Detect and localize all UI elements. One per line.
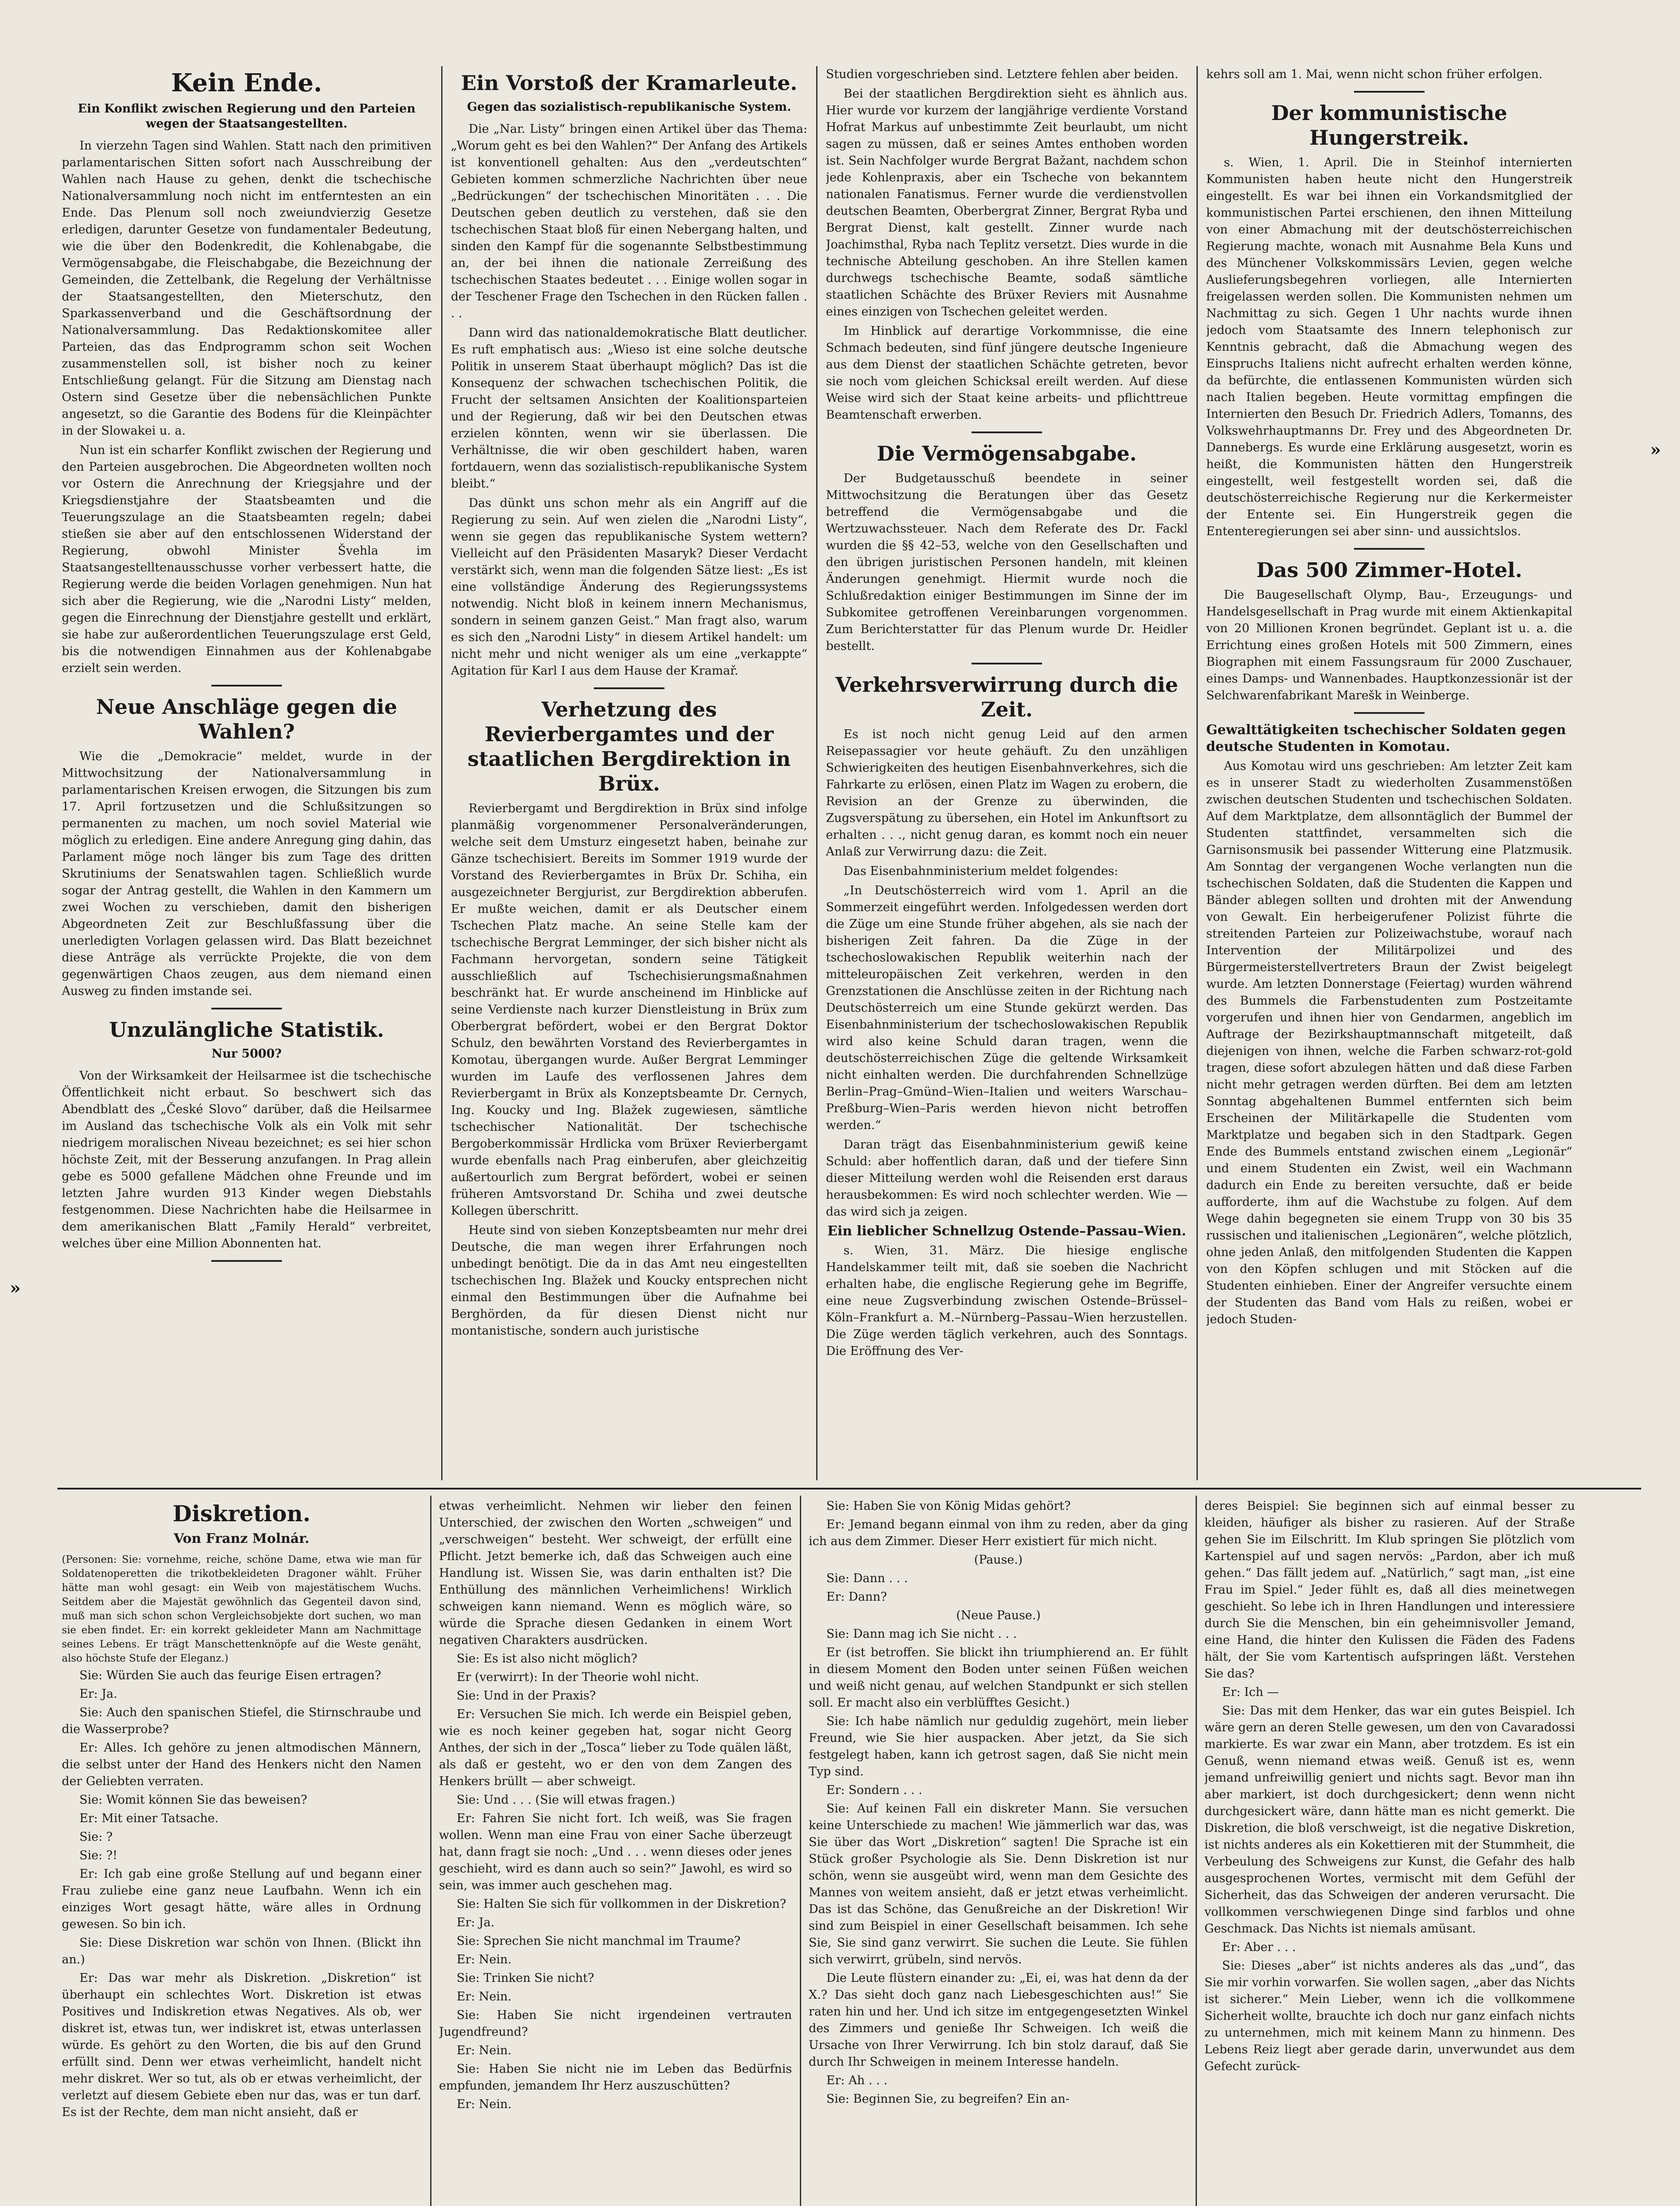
feuilleton-column-3 <box>809 1498 1188 2206</box>
paragraph: Das Eisenbahnministerium meldet folgendes: <box>844 864 1118 878</box>
dialogue-line: Sie: Womit können Sie das beweisen? <box>79 1793 308 1807</box>
dialogue-line: Er: Aber . . . <box>1222 1940 1296 1954</box>
column-2 <box>451 66 807 1482</box>
feuilleton-rule <box>57 1488 1641 1489</box>
article-separator <box>971 663 1042 664</box>
dialogue-line: Sie: Es ist also nicht möglich? <box>457 1652 638 1666</box>
paragraph: Von der Wirksamkeit der Heilsarmee ist die tschechische Öffentlichkeit nicht erbaut. So beschwert sich das Abendblatt des „České Slovo“ darüber, daß die Heilsarmee im Ausland das tschechische Volk als ein Volk mit sehr niedrigem moralischen Niveau bezeichnet; es sei hier schon höchste Zeit, mit der Besserung anzufangen. In Prag allein gebe es 5000 gefallene Mädchen ohne Freunde und im letzten Jahre wurden 913 Kinder wegen Diebstahls festgenommen. Diese Nachrichten habe die Heilsarmee in dem amerikanischen Blatt „Family Herald“ verbreitet, welches über eine Million Abonnenten hat. <box>62 1069 431 1250</box>
dialogue-line: Er: Ja. <box>457 1916 495 1929</box>
paragraph: Nun ist ein scharfer Konflikt zwischen der Regierung und den Parteien ausgebrochen. Die Abgeordneten wollten noch vor Ostern die Anrechnung der Kriegsjahre und der Kriegsdienstjahre der Staatsbeamten und die Teuerungszulage an die Staatsbeamten regeln; dabei stießen sie aber auf den entschlossenen Widerstand der Regierung, obwohl Minister Švehla im Staatsangestelltenausschusse vorher verbessert hatte, die Regierung werde die beiden Vorlagen genehmigen. Nun hat sich aber die Regierung, wie die „Narodni Listy“ melden, gegen die Einrechnung der Dienstjahre gestellt und erklärt, sie habe zur außerordentlichen Teuerungszulage erst Geld, bis die notwendigen Einnahmen aus der Kohlenabgabe erzielt sein werden. <box>62 443 431 675</box>
cast-list: (Personen: Sie: vornehme, reiche, schöne Dame, etwa wie man für Soldatenoperetten die trikotbekleideten Dragoner wählt. Früher hätte man wohl gesagt: ein Weib von majestätischem Wuchs. Seitdem aber die Majestät gewöhnlich das Gegenteil davon sind, muß man sich schon schon Vergleichsobjekte dort suchen, wo man sie eben findet. Er: ein korrekt gekleideter Mann am Nachmittage seines Lebens. Er trägt Manschettenknöpfe auf die Weste genäht, also höchste Stufe der Eleganz.) <box>62 1554 421 1664</box>
paragraph: In vierzehn Tagen sind Wahlen. Statt nach den primitiven parlamentarischen Sitten sofort nach Ausschreibung der Wahlen nach Hause zu gehen, denkt die tschechische Nationalversammlung noch nicht im entferntesten an ein Ende. Das Plenum soll noch zweiundvierzig Gesetze erledigen, darunter Gesetze von fundamentaler Bedeutung, wie die über den Bodenkredit, die Kohlenabgabe, die Vermögensabgabe, die Fleischabgabe, die Bezeichnung der Gemeinden, die Zettelbank, die Regelung der Verhältnisse der Staatsangestellten, den Mieterschutz, den Sparkassenverband und die Geschäftsordnung der Nationalversammlung. Das Redaktionskomitee aller Parteien, das das Endprogramm schon seit Wochen zusammenstellen soll, ist bisher noch zu keiner Entschließung gelangt. Für die Sitzung am Dienstag nach Ostern sind Gesetze über die nebensächlichen Punkte angesetzt, so die Garantie des Bodens für die Kleinpächter in der Slowakei u. a. <box>62 139 431 438</box>
dialogue-line: Er: Nein. <box>457 2044 512 2057</box>
paragraph: Aus Komotau wird uns geschrieben: Am letzter Zeit kam es in unserer Stadt zu wiederholten Zusammenstößen zwischen deutschen Studenten und tschechischen Soldaten. Auf dem Marktplatze, dem allsonntäglich der Bummel der Studenten stattfindet, versammelten sich die Garnisonsmusik bei passender Witterung eine Platzmusik. Am Sonntag der vergangenen Woche verlangten nun die tschechischen Soldaten, daß die Studenten die Kappen und Bänder ablegen sollten und drohten mit der Anwendung von Gewalt. Ein herbeigerufener Polizist führte die streitenden Parteien zur Polizeiwachstube, worauf nach Intervention der Militärpolizei und des Bürgermeisterstellvertreters Braun der Zwist beigelegt wurde. Am letzten Donnerstage (Feiertag) wurden während des Bummels die Farbenstudenten zum Postzeitamte vorgerufen und ihnen hier von Gendarmen, angeblich im Auftrage der Bezirkshauptmannschaft mitgeteilt, daß diejenigen von ihnen, welche die Farben schwarz-rot-gold tragen, diese sofort abzulegen hätten und daß diese Farben nicht mehr getragen werden dürften. Bei dem am letzten Sonntag abgehaltenen Bummel entfernten sich beim Erscheinen der Militärkapelle die Studenten vom Marktplatze und begaben sich in den Stadtpark. Gegen Ende des Bummels entstand zwischen einem „Legionär“ und einem Studenten ein Zwist, weil ein Wachmann dadurch ein Ende zu bereiten versuchte, daß er beide aufforderte, ihm auf die Wachstube zu folgen. Auf dem Wege dahin begegneten sie einem Trupp von 30 bis 35 russischen und italienischen „Legionären“, welche plötzlich, ohne jeden Anlaß, den mitfolgenden Studenten die Kappen von den Köpfen schlugen und mit Stöcken auf die Studenten einhieben. Einer der Angreifer versuchte einem der Studenten das Band vom Hals zu reißen, wobei er jedoch Studen- <box>1206 759 1572 1326</box>
column-rule <box>441 66 442 1480</box>
headline: Das 500 Zimmer-Hotel. <box>1256 558 1522 582</box>
article-separator <box>1354 91 1425 93</box>
headline: Ein Vorstoß der Kramarleute. <box>461 71 798 95</box>
dialogue-line: Sie: Halten Sie sich für vollkommen in der Diskretion? <box>457 1897 786 1911</box>
dialogue-line: Er (ist betroffen. Sie blickt ihn triumphierend an. Er fühlt in diesem Moment den Boden unter seinen Füßen weichen und weiß nicht genau, auf welchen Standpunkt er sich stellen soll. Er macht also ein verblüfftes Gesicht.) <box>809 1646 1188 1710</box>
paragraph: Dann wird das nationaldemokratische Blatt deutlicher. Es ruft emphatisch aus: „Wieso ist eine solche deutsche Politik in unserem Staat überhaupt möglich? Das ist die Konsequenz der schwachen tschechischen Politik, die Frucht der seltsamen Ansichten der Koalitionsparteien und der Regierung, daß wir bei den Deutschen etwas erzielen könnten, wenn wir sie überlassen. Die Verhältnisse, die wir oben geschildert haben, waren fortdauern, wenn das sozialistisch-republikanische System bleibt.“ <box>451 326 807 491</box>
subheadline: Ein Konflikt zwischen Regierung und den Parteien wegen der Staatsangestellten. <box>78 102 416 131</box>
dialogue-line: Sie: Das mit dem Henker, das war ein gutes Beispiel. Ich wäre gern an deren Stelle gewesen, um den von Cavaradossi markierte. Es war zwar ein Mann, aber trotzdem. Es ist ein Genuß, wenn niemand etwas weiß. Genuß ist es, wenn jemand unfreiwillig geniert und nichts sagt. Bevor man ihn aber markiert, ist doch durchgesickert; denn wenn nicht durchgesickert wäre, dann hätte man es nicht gemerkt. Die Diskretion, die bloß verschweigt, ist die negative Diskretion, ist nichts anderes als ein Kokettieren mit der Stummheit, die Verbeulung des Schweigens zur Kunst, die Gefahr des halb ausgesprochenen Wortes, vermischt mit dem Gefühl der Sicherheit, das das Schweigen der anderen verursacht. Die vollkommen verschwiegenen Dinge sind farblos und ohne Geschmack. Das Nichts ist niemals amüsant. <box>1204 1704 1575 1936</box>
stage-direction: (Pause.) <box>974 1553 1023 1567</box>
dialogue-line: Er: Ich — <box>1222 1685 1279 1699</box>
column-rule <box>816 66 818 1480</box>
dialogue-line: Sie: Sprechen Sie nicht manchmal im Traume? <box>457 1934 741 1948</box>
dialogue-line: Er: Jemand begann einmal von ihm zu reden, aber da ging ich aus dem Zimmer. Dieser Herr existiert für mich nicht. <box>809 1518 1188 1548</box>
dialogue-line: Sie: Und . . . (Sie will etwas fragen.) <box>457 1793 675 1807</box>
dialogue-line: Er: Nein. <box>457 2097 512 2111</box>
dialogue-line: Er: Ja. <box>79 1687 117 1701</box>
paragraph: Revierbergamt und Bergdirektion in Brüx sind infolge planmäßig vorgenommener Personalveränderungen, welche seit dem Umsturz eingesetzt haben, beinahe zur Gänze tschechisiert. Bereits im Sommer 1919 wurde der Vorstand des Revierbergamtes in Brüx Dr. Schiha, ein ausgezeichneter Bergjurist, zur Bergdirektion abberufen. Er mußte weichen, damit er als Deutscher einem Tschechen Platz mache. An seine Stelle kam der tschechische Bergrat Lemminger, der sich bisher nicht als Fachmann hervorgetan, sondern seine Tätigkeit ausschließlich auf Tschechisierungsmaßnahmen beschränkt hat. Er wurde anscheinend im Hinblicke auf seine Verdienste nach kurzer Dienstleistung in Brüx zum Oberbergrat befördert, wobei er den Bergrat Doktor Schulz, den bewährten Vorstand des Revierbergamtes in Komotau, übergangen wurde. Außer Bergrat Lemminger wurden im Laufe des verflossenen Jahres dem Revierbergamt in Brüx als Konzeptsbeamte Dr. Cernych, Ing. Koucky und Ing. Blažek zugewiesen, sämtliche tschechischer Nationalität. Der tschechische Bergoberkommissär Hrdlicka vom Brüxer Revierbergamt wurde ebenfalls nach Prag einberufen, aber gleichzeitig außertourlich zum Bergrat befördert, wobei er seinen früheren Amtsvorstand Dr. Schiha und zwei deutsche Kollegen überschritt. <box>451 802 807 1218</box>
column-rule <box>1196 1496 1197 2206</box>
dialogue-line: Sie: ?! <box>79 1849 118 1862</box>
paragraph: Es ist noch nicht genug Leid auf den armen Reisepassagier vor heute gehäuft. Zu den unzähligen Schwierigkeiten des heutigen Eisenbahnverkehres, sich die Fahrkarte zu erlösen, einen Platz im Wagen zu erobern, die Revision an der Grenze zu überwinden, die Zugsverspätung zu übersehen, ein Hotel im Ankunftsort zu erhalten . . ., nicht genug daran, es kommt noch ein neuer Anlaß zur Verwirrung dazu: die Zeit. <box>826 728 1188 859</box>
subheadline: Gegen das sozialistisch-republikanische System. <box>467 100 791 114</box>
dialogue-line: etwas verheimlicht. Nehmen wir lieber den feinen Unterschied, der zwischen den Worten „schweigen“ und „verschweigen“ besteht. Wer schweigt, der erfüllt eine Pflicht. Jetzt bemerke ich, daß das Schweigen auch eine Handlung ist. Wissen Sie, was darin enthalten ist? Die Enthüllung des männlichen Verheimlichens! Wirklich schweigen kann niemand. Wenn es möglich wäre, so würde die Sprache diesen Gedanken in einem Wort negativen Charakters ausdrücken. <box>439 1499 792 1647</box>
paragraph: Daran trägt das Eisenbahnministerium gewiß keine Schuld: aber hoffentlich daran, daß und der tiefere Sinn dieser Mitteilung werden wohl die Reisenden erst daraus herausbekommen: Es wird noch schlechter werden. Wie — das wird sich ja zeigen. <box>826 1138 1188 1219</box>
dialogue-line: Sie: Dieses „aber“ ist nichts anderes als das „und“, das Sie mir vorhin vorwarfen. Sie wollen sagen, „aber das Nichts ist sicherer.“ Mein Lieber, wenn ich die vollkommene Sicherheit wollte, brauchte ich doch nur ganz einfach nichts zu unternehmen, mich mit keinem Mann zu hinmenn. Des Lebens Reiz liegt aber gerade darin, unverwundet aus dem Gefecht zurück- <box>1204 1959 1575 2073</box>
dialogue-line: Er: Ich gab eine große Stellung auf und begann einer Frau zuliebe eine ganz neue Laufbahn. Wenn ich ein einziges Wort gesagt hätte, wäre alles in Ordnung gewesen. So bin ich. <box>62 1867 421 1931</box>
article-separator <box>1354 712 1425 714</box>
headline: Der kommunistische Hungerstreik. <box>1271 101 1508 150</box>
paragraph: „In Deutschösterreich wird vom 1. April an die Sommerzeit eingeführt werden. Infolgedessen werden dort die Züge um eine Stunde früher abgehen, als sie nach der bisherigen Zeit fahren. Da die Züge in der tschechoslowakischen Republik weiterhin nach der mitteleuropäischen Zeit verkehren, werden in den Grenzstationen die Anschlüsse zeiten in der Richtung nach Deutschösterreich um eine Stunde gekürzt werden. Das Eisenbahnministerium der tschechoslowakischen Republik wird also keine Schuld daran tragen, wenn die deutschösterreichischen Züge die geltende Wirksamkeit nicht einhalten werden. Die durchfahrenden Schnellzüge Berlin–Prag–Gmünd–Wien–Italien und weiters Warschau–Preßburg–Wien–Paris werden hievon nicht betroffen werden.“ <box>826 884 1188 1132</box>
article-separator <box>211 1008 282 1009</box>
dialogue-line: Sie: Auch den spanischen Stiefel, die Stirnschraube und die Wasserprobe? <box>62 1706 421 1736</box>
paragraph: s. Wien, 31. März. Die hiesige englische Handelskammer teilt mit, daß sie soeben die Nachricht erhalten habe, die englische Regierung gehe im Begriffe, eine neue Zugsverbindung zwischen Ostende–Brüssel–Köln–Frankfurt a. M.–Nürnberg–Passau–Wien herzustellen. Die Züge werden täglich verkehren, auch des Sonntags. Die Eröffnung des Ver- <box>826 1244 1188 1358</box>
dialogue-line: Sie: Trinken Sie nicht? <box>457 1971 594 1985</box>
subheadline: Nur 5000? <box>211 1047 282 1061</box>
headline: Gewalttätigkeiten tschechischer Soldaten gegen deutsche Studenten in Komotau. <box>1206 722 1566 754</box>
feuilleton-column-4 <box>1204 1498 1575 2206</box>
margin-mark: » <box>10 1278 21 1298</box>
headline: Die Vermögensabgabe. <box>877 442 1137 465</box>
dialogue-line: Er: Alles. Ich gehöre zu jenen altmodischen Männern, die selbst unter der Hand des Henkers nicht den Namen der Geliebten verraten. <box>62 1741 421 1788</box>
paragraph: kehrs soll am 1. Mai, wenn nicht schon früher erfolgen. <box>1206 68 1543 81</box>
dialogue-line: Sie: Ich habe nämlich nur geduldig zugehört, mein lieber Freund, wie Sie hier auspacken. Aber jetzt, da Sie sich festgelegt haben, kann ich getrost sagen, daß Sie nicht mein Typ sind. <box>809 1715 1188 1778</box>
headline: Kein Ende. <box>171 68 322 98</box>
paragraph: s. Wien, 1. April. Die in Steinhof internierten Kommunisten haben heute nicht den Hungerstreik eingestellt. Es war bei ihnen ein Vorkandsmitglied der kommunistischen Partei erschienen, den ihnen Mitteilung von einer Abmachung mit der deutschösterreichischen Regierung machte, wonach mit Ausnahme Bela Kuns und des Münchener Volkskommissärs Levien, gegen welche Auslieferungsbegehren vorliegen, alle Internierten freigelassen werden sollen. Die Kommunisten nehmen um Nachmittag zu sich. Gegen 1 Uhr nachts wurde ihnen jedoch vom Staatsamte des Innern telephonisch zur Kenntnis gebracht, daß die Abmachung wegen des Einspruchs Italiens nicht aufrecht erhalten werden könne, da befürchte, die entlassenen Kommunisten würden sich nach Italien begeben. Heute vormittag empfingen die Internierten den Besuch Dr. Friedrich Adlers, Tomanns, des Volkswehrhauptmanns Dr. Frey und des Abgeordneten Dr. Dannebergs. Es wurde eine Erklärung ausgesetzt, worin es heißt, die Kommunisten hätten den Hungerstreik eingestellt, weil festgestellt worden sei, daß die deutschösterreichische Regierung nur die Kerkermeister der Entente sei. Ein Hungerstreik gegen die Ententeregierungen sei aber sinn- und aussichtslos. <box>1206 156 1572 538</box>
column-rule <box>430 1496 431 2206</box>
article-separator <box>211 1260 282 1262</box>
paragraph: Der Budgetausschuß beendete in seiner Mittwochsitzung die Beratungen über das Gesetz betreffend die Vermögensabgabe und die Wertzuwachssteuer. Nach dem Referate des Dr. Fackl wurden die §§ 42–53, welche von den Gesellschaften und den übrigen juristischen Personen handeln, mit kleinen Änderungen genehmigt. Hiermit wurde noch die Schlußredaktion einiger Bestimmungen im Sinne der im Subkomitee getroffenen Vereinbarungen vorgenommen. Zum Berichterstatter für das Plenum wurde Dr. Heidler bestellt. <box>826 472 1188 653</box>
article-separator <box>971 431 1042 433</box>
headline: Verkehrsverwirrung durch die Zeit. <box>835 673 1178 721</box>
feuilleton-author: Von Franz Molnár. <box>173 1531 310 1546</box>
paragraph: Wie die „Demokracie“ meldet, wurde in der Mittwochsitzung der Nationalversammlung in parlamentarischen Kreisen erwogen, die Sitzungen bis zum 17. April fortzusetzen und die Schlußsitzungen so permanenten zu machen, um noch soviel Material wie möglich zu erledigen. Eine andere Anregung ging dahin, das Parlament möge noch länger bis zum Tage des dritten Skrutiniums der Senatswahlen tagen. Schließlich wurde sogar der Antrag gestellt, die Wahlen in den Kammern um zwei Wochen zu verschieben, damit den bisherigen Abgeordneten Zeit zur Beschlußfassung über die unerledigten Vorlagen gelassen wird. Das Blatt bezeichnet diese Anträge als verrückte Projekte, die von dem gegenwärtigen Chaos zeugen, aus dem niemand einen Ausweg zu finden imstande sei. <box>62 750 431 998</box>
dialogue-line: Die Leute flüstern einander zu: „Ei, ei, was hat denn da der X.? Das sieht doch ganz nach Liebesgeschichten aus!“ Sie raten hin und her. Und ich sitze im entgegengesetzten Winkel des Zimmers und genieße Ihr Schweigen. Ich weiß die Ursache von Ihrer Verwirrung. Ich bin stolz darauf, daß Sie durch Ihr Schweigen in meinem Interesse handeln. <box>809 1971 1188 2069</box>
paragraph: Bei der staatlichen Bergdirektion sieht es ähnlich aus. Hier wurde vor kurzem der langjährige verdiente Vorstand Hofrat Markus auf unbestimmte Zeit beurlaubt, um nicht sagen zu müssen, daß er seines Amtes enthoben worden ist. Sein Nachfolger wurde Bergrat Bažant, nachdem schon jede Kohlenpraxis, aber ein Tscheche von bekanntem nationalen Fanatismus. Ferner wurde die verdienstvollen deutschen Beamten, Oberbergrat Zinner, Bergrat Ryba und Bergrat Dienst, kalt gestellt. Zinner wurde nach Joachimsthal, Ryba nach Teplitz versetzt. Dies wurde in die technische Abteilung geschoben. An ihre Stellen kamen durchwegs tschechische Beamte, sodaß sämtliche staatlichen Schächte des Brüxer Reviers mit Ausnahme eines einzigen von Tschechen geleitet werden. <box>826 87 1188 319</box>
dialogue-line: Er: Das war mehr als Diskretion. „Diskretion“ ist überhaupt ein schlechtes Wort. Diskretion ist etwas Positives und Indiskretion etwas Negatives. Als ob, wer diskret ist, etwas tun, wer indiskret ist, etwas unterlassen würde. Es gehört zu den Worten, die bis auf den Grund erfüllt sind. Denn wer etwas verheimlicht, handelt nicht mehr diskret. Wer so tut, als ob er etwas verheimlicht, der verletzt auf diesem Gebiete eben nur das, was er tun darf. Es ist der Rechte, dem man nicht ansieht, daß er <box>62 1971 421 2119</box>
headline: Neue Anschläge gegen die Wahlen? <box>96 695 398 743</box>
column-3 <box>826 66 1188 1482</box>
feuilleton-column-1 <box>62 1498 421 2206</box>
dialogue-line: Sie: Und in der Praxis? <box>457 1689 596 1703</box>
dialogue-line: Sie: Haben Sie nicht irgendeinen vertrauten Jugendfreund? <box>439 2008 792 2039</box>
dialogue-line: Sie: Haben Sie von König Midas gehört? <box>826 1499 1071 1513</box>
dialogue-line: Sie: Beginnen Sie, zu begreifen? Ein an- <box>826 2092 1070 2106</box>
dialogue-line: Sie: Diese Diskretion war schön von Ihnen. (Blickt ihn an.) <box>62 1936 421 1966</box>
dialogue-line: Er (verwirrt): In der Theorie wohl nicht. <box>457 1670 699 1684</box>
paragraph: Studien vorgeschrieben sind. Letztere fehlen aber beiden. <box>826 68 1178 81</box>
stage-direction: (Neue Pause.) <box>956 1609 1041 1622</box>
article-separator <box>594 687 664 689</box>
headline: Verhetzung des Revierbergamtes und der staatlichen Bergdirektion in Brüx. <box>467 698 791 795</box>
paragraph: Das dünkt uns schon mehr als ein Angriff auf die Regierung zu sein. Auf wen zielen die „Narodni Listy“, wenn sie gegen das republikanische System wettern? Vielleicht auf den Präsidenten Masaryk? Dieser Verdacht verstärkt sich, wenn man die folgenden Sätze liest: „Es ist eine vollständige Änderung des Regierungssystems notwendig. Nicht bloß in keinem innern Mechanismus, sondern in seinem ganzen Geist.“ Man fragt also, warum es sich den „Narodni Listy“ in diesem Artikel handelt: um nicht mehr und nicht weniger als um eine „verkappte“ Agitation für Karl I aus dem Hause der Kramař. <box>451 496 807 678</box>
dialogue-line: Sie: Auf keinen Fall ein diskreter Mann. Sie versuchen keine Unterschiede zu machen! Wie jämmerlich war das, was Sie über das Wort „Diskretion“ sagten! Die Sprache ist ein Stück großer Psychologie als Sie. Denn Diskretion ist nur schön, wenn sie ausgeübt wird, wenn man dem Gesichte des Mannes von weitem ansieht, daß er jetzt etwas verheimlicht. Das ist das Schöne, das Genußreiche an der Diskretion! Wir sind zum Beispiel in einer Gesellschaft beisammen. Ich sehe Sie, Sie sind ganz verwirrt. Sie suchen die Leute. Sie fühlen sich verwirrt, grübeln, sind nervös. <box>809 1802 1188 1966</box>
margin-mark: » <box>1650 439 1661 460</box>
dialogue-line: Er: Nein. <box>457 1990 512 2003</box>
feuilleton-column-2 <box>439 1498 792 2206</box>
dialogue-line: Er: Versuchen Sie mich. Ich werde ein Beispiel geben, wie es noch keiner gegeben hat, sogar nicht Georg Anthes, der sich in der „Tosca“ lieber zu Tode quälen läßt, als daß er gesteht, wo er den von dem Zangen des Henkers brüllt — aber schweigt. <box>439 1707 792 1788</box>
dialogue-line: Sie: Würden Sie auch das feurige Eisen ertragen? <box>79 1669 381 1682</box>
column-rule <box>1196 66 1198 1480</box>
dialogue-line: Er: Sondern . . . <box>826 1783 922 1797</box>
dialogue-line: Sie: ? <box>79 1830 113 1844</box>
dialogue-line: Er: Dann? <box>826 1590 887 1604</box>
column-rule <box>800 1496 801 2206</box>
feuilleton-title: Diskretion. <box>172 1501 311 1527</box>
article-separator <box>211 685 282 687</box>
headline: Unzulängliche Statistik. <box>109 1018 384 1042</box>
paragraph: Die Baugesellschaft Olymp, Bau-, Erzeugungs- und Handelsgesellschaft in Prag wurde mit einem Aktienkapital von 20 Millionen Kronen begründet. Geplant ist u. a. die Errichtung eines großen Hotels mit 500 Zimmern, eines Biographen mit einem Fassungsraum für 2000 Zuschauer, eines Damps- und Wannenbades. Hauptkonzessionär ist der Selchwarenfabrikant Marešk in Weinberge. <box>1206 588 1572 702</box>
column-1 <box>62 66 431 1482</box>
article-separator <box>1354 548 1425 550</box>
paragraph: Die „Nar. Listy“ bringen einen Artikel über das Thema: „Worum geht es bei den Wahlen?“ Der Anfang des Artikels ist konventionell gehalten: Aus den „verdeutschten“ Gebieten kommen schmerzliche Nachrichten über neue „Bedrückungen“ der tschechischen Minoritäten . . . Die Deutschen geben deutlich zu verstehen, daß sie den tschechischen Staat bloß für einen Nebergang halten, und sinden den Kampf für die sogenannte Selbstbestimmung an, der bei ihnen die nationale Zerreißung des tschechischen Staates bedeutet . . . Einige wollen sogar in der Teschener Frage den Tschechen in den Rücken fallen . . . <box>451 122 807 320</box>
dialogue-line: Sie: Haben Sie nicht nie im Leben das Bedürfnis empfunden, jemandem Ihr Herz auszuschütten? <box>439 2062 792 2093</box>
headline: Ein lieblicher Schnellzug Ostende–Passau–Wien. <box>827 1223 1186 1239</box>
column-4 <box>1206 66 1572 1482</box>
dialogue-line: deres Beispiel: Sie beginnen sich auf einmal besser zu kleiden, häufiger als bisher zu rasieren. Auf der Straße gehen Sie im Eilschritt. Im Klub springen Sie plötzlich vom Kartenspiel auf und sagen nervös: „Pardon, aber ich muß gehen.“ Das fällt jedem auf. „Natürlich,“ sagt man, „ist eine Frau im Spiel.“ Jeder fühlt es, daß all dies meinetwegen geschieht. So lebe ich in Ihren Handlungen und interessiere durch Sie die Menschen, bin ein geheimnisvoller Jemand, eine Hand, die hinter den Kulissen die Fäden des Fadens hält, der Sie vom Kartentisch aufspringen läßt. Verstehen Sie das? <box>1204 1499 1575 1681</box>
dialogue-line: Er: Mit einer Tatsache. <box>79 1812 219 1825</box>
paragraph: Im Hinblick auf derartige Vorkommnisse, die eine Schmach bedeuten, sind fünf jüngere deutsche Ingenieure aus dem Dienst der staatlichen Schächte getreten, bevor sie noch vom gleichen Schicksal ereilt werden. Auf diese Weise wird sich der Staat keine arbeits- und pflichttreue Beamtenschaft erwerben. <box>826 324 1188 422</box>
dialogue-line: Sie: Dann mag ich Sie nicht . . . <box>826 1627 1017 1641</box>
dialogue-line: Er: Ah . . . <box>826 2074 888 2087</box>
dialogue-line: Er: Fahren Sie nicht fort. Ich weiß, was Sie fragen wollen. Wenn man eine Frau von einer Sache überzeugt hat, dann fragt sie noch: „Und . . . wenn dieses oder jenes geschieht, wird es dann auch so sein?“ Jawohl, es wird so sein, was immer auch geschehen mag. <box>439 1812 792 1892</box>
dialogue-line: Er: Nein. <box>457 1953 512 1966</box>
paragraph: Heute sind von sieben Konzeptsbeamten nur mehr drei Deutsche, die man wegen ihrer Erfahrungen noch unbedingt benötigt. Die da in das Amt neu eingestellten tschechischen Ing. Blažek und Koucky entsprechen nicht einmal den Bestimmungen über die Aufnahme bei Berghörden, da für diesen Dienst nicht nur montanistische, sondern auch juristische <box>451 1223 807 1338</box>
dialogue-line: Sie: Dann . . . <box>826 1572 908 1585</box>
